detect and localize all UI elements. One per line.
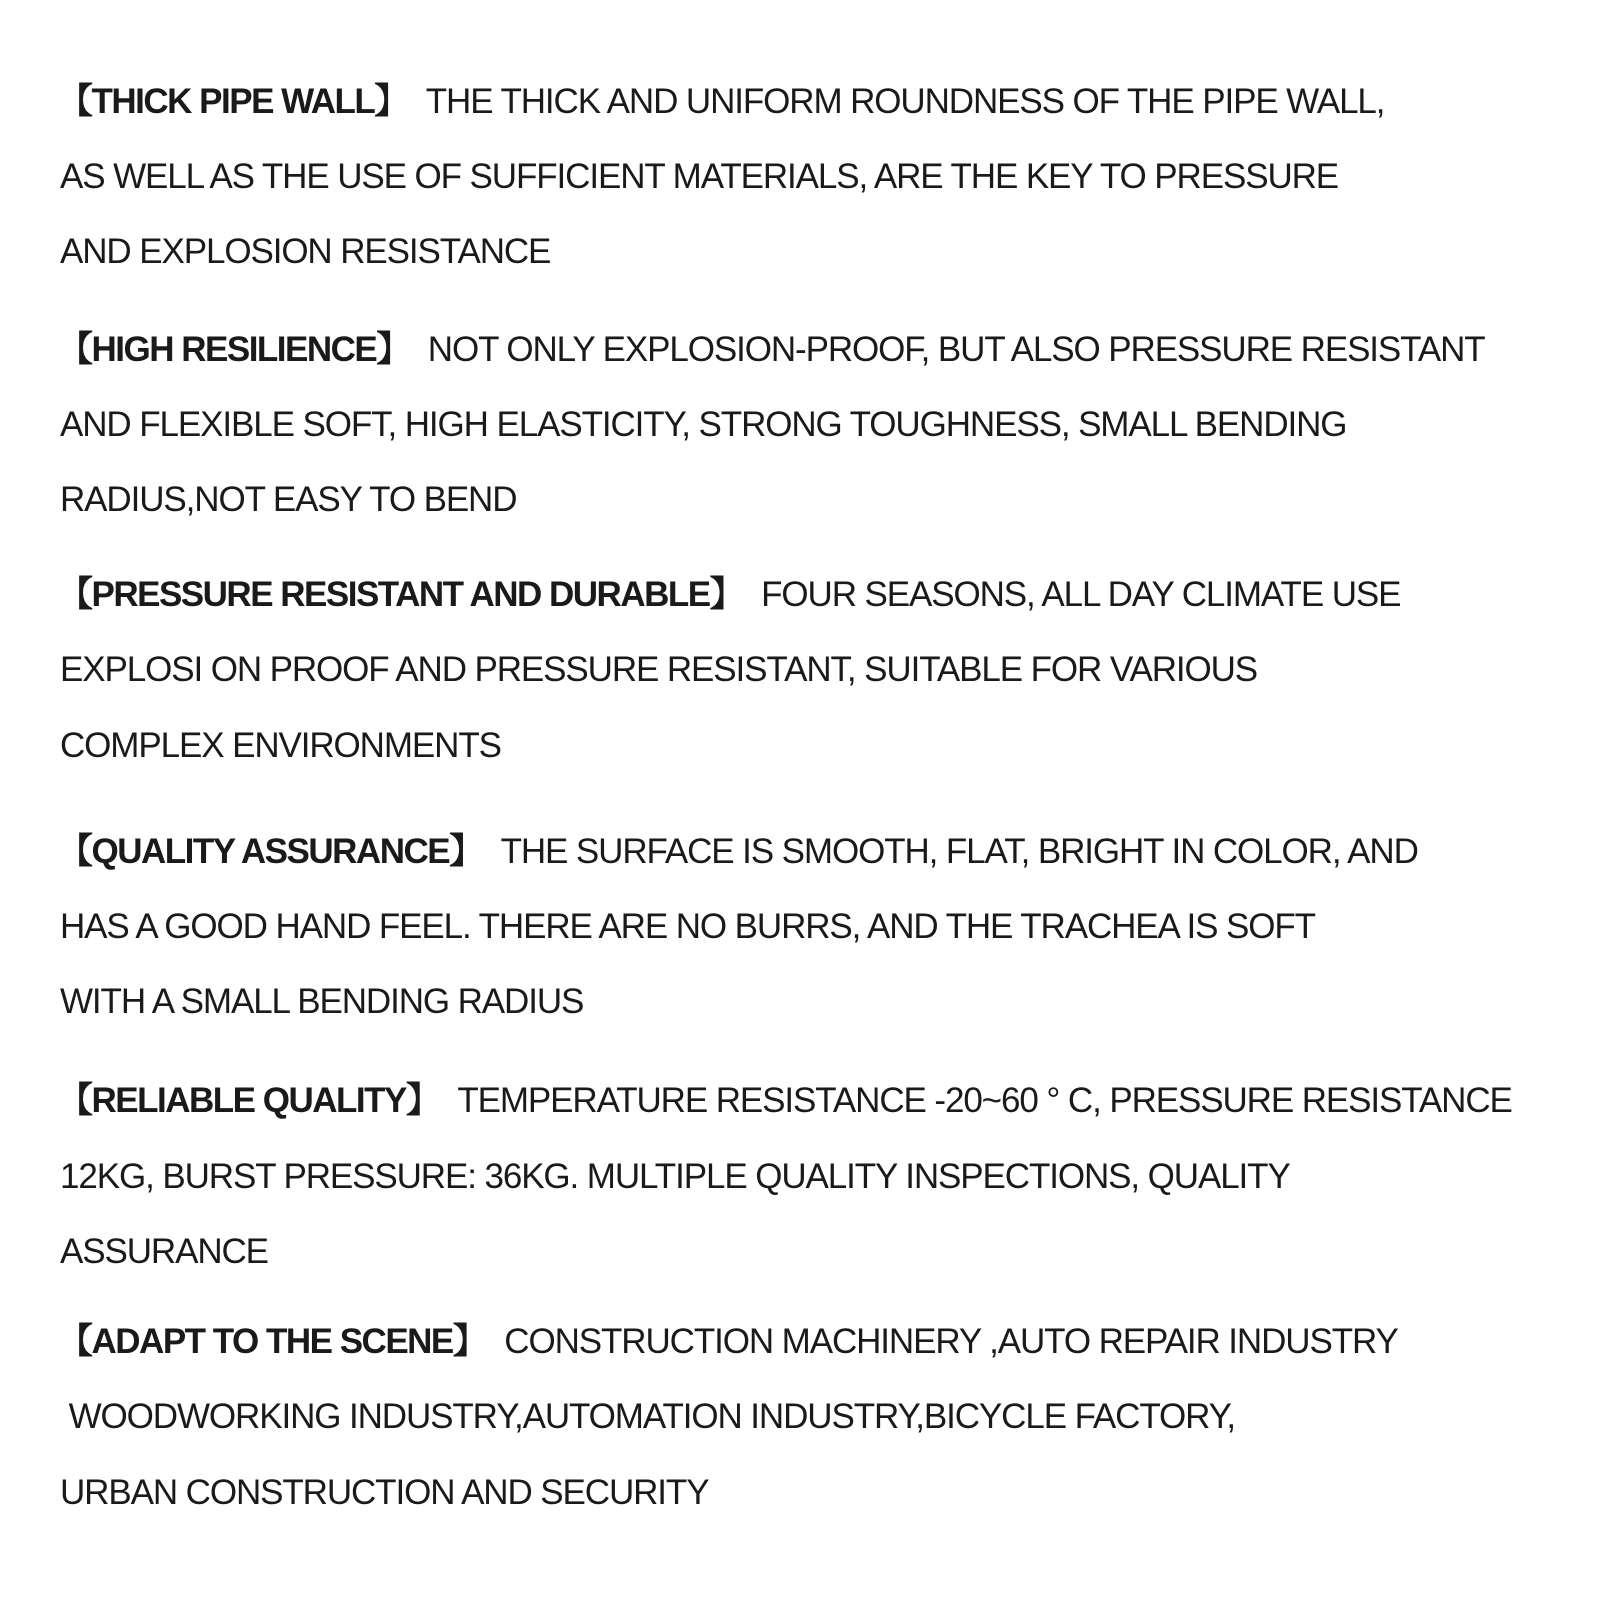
section-heading: 【RELIABLE QUALITY】 bbox=[58, 1081, 440, 1120]
section-first-line bbox=[58, 330, 1485, 370]
section-line: HAS A GOOD HAND FEEL. THERE ARE NO BURRS, AND THE TRACHEA IS SOFT bbox=[60, 907, 1315, 946]
section-first-line bbox=[58, 1081, 1512, 1121]
section-line: 12KG, BURST PRESSURE: 36KG. MULTIPLE QUALITY INSPECTIONS, QUALITY bbox=[60, 1157, 1290, 1196]
section-line: AND FLEXIBLE SOFT, HIGH ELASTICITY, STRONG TOUGHNESS, SMALL BENDING bbox=[60, 405, 1347, 444]
section-heading: 【QUALITY ASSURANCE】 bbox=[58, 832, 483, 871]
section-heading: 【ADAPT TO THE SCENE】 bbox=[58, 1322, 487, 1361]
section-text: CONSTRUCTION MACHINERY ,AUTO REPAIR INDUSTRY bbox=[504, 1322, 1398, 1361]
section-first-line bbox=[58, 832, 1418, 872]
section-heading: 【THICK PIPE WALL】 bbox=[58, 82, 408, 121]
section-line: RADIUS,NOT EASY TO BEND bbox=[60, 480, 517, 519]
section-line: AND EXPLOSION RESISTANCE bbox=[60, 232, 551, 271]
section-text: FOUR SEASONS, ALL DAY CLIMATE USE bbox=[761, 575, 1401, 614]
section-line: WOODWORKING INDUSTRY,AUTOMATION INDUSTRY,BICYCLE FACTORY, bbox=[60, 1397, 1236, 1436]
section-line: EXPLOSI ON PROOF AND PRESSURE RESISTANT, SUITABLE FOR VARIOUS bbox=[60, 650, 1258, 689]
section-first-line bbox=[58, 1322, 1398, 1362]
section-text: TEMPERATURE RESISTANCE -20~60 ° C, PRESSURE RESISTANCE bbox=[457, 1081, 1512, 1120]
section-line: COMPLEX ENVIRONMENTS bbox=[60, 726, 501, 765]
section-line: AS WELL AS THE USE OF SUFFICIENT MATERIALS, ARE THE KEY TO PRESSURE bbox=[60, 157, 1339, 196]
section-first-line bbox=[58, 575, 1400, 615]
section-heading: 【PRESSURE RESISTANT AND DURABLE】 bbox=[58, 575, 744, 614]
section-line: WITH A SMALL BENDING RADIUS bbox=[60, 982, 584, 1021]
section-first-line bbox=[58, 82, 1384, 122]
section-heading: 【HIGH RESILIENCE】 bbox=[58, 330, 410, 369]
section-text: THE SURFACE IS SMOOTH, FLAT, BRIGHT IN COLOR, AND bbox=[500, 832, 1418, 871]
section-line: URBAN CONSTRUCTION AND SECURITY bbox=[60, 1473, 709, 1512]
section-text: THE THICK AND UNIFORM ROUNDNESS OF THE PIPE WALL, bbox=[425, 82, 1385, 121]
section-text: NOT ONLY EXPLOSION-PROOF, BUT ALSO PRESSURE RESISTANT bbox=[427, 330, 1485, 369]
section-line: ASSURANCE bbox=[60, 1232, 268, 1271]
